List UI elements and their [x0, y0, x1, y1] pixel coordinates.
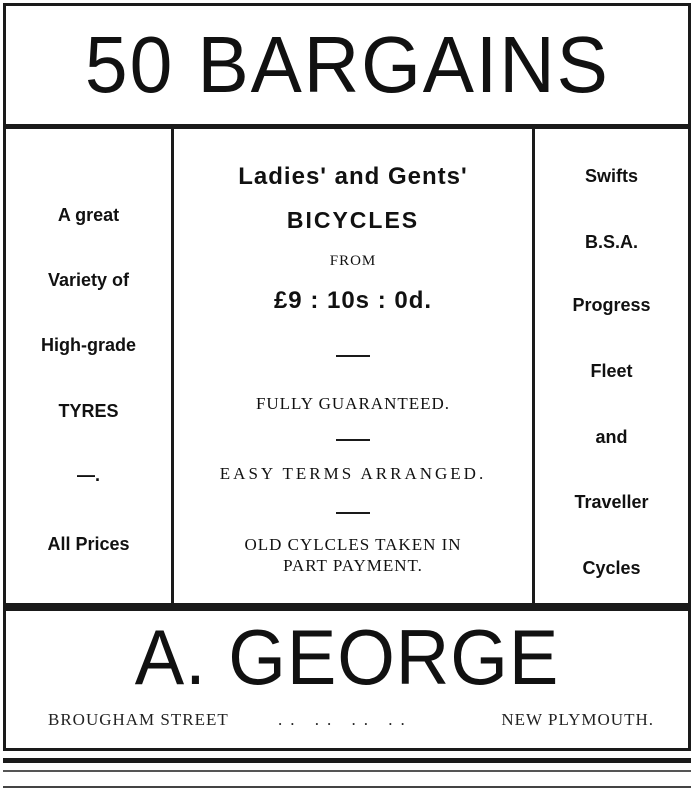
dash-divider	[336, 512, 370, 514]
merchant-name: A. GEORGE	[134, 613, 560, 701]
advertisement	[3, 3, 691, 751]
divider	[6, 603, 688, 611]
rule	[3, 770, 691, 772]
old-cycles-text-line2: PART PAYMENT.	[283, 556, 423, 575]
address-leader-dots: .. .. .. ..	[278, 710, 413, 729]
headline: 50 BARGAINS	[84, 20, 610, 109]
dash-divider	[336, 355, 370, 357]
left-column	[6, 129, 171, 603]
rule	[3, 758, 691, 763]
bicycles-heading: Ladies' and Gents'	[238, 163, 468, 190]
brand-item: B.S.A.	[584, 232, 638, 252]
bicycles-label: BICYCLES	[286, 207, 420, 233]
brand-item: Fleet	[590, 361, 633, 381]
rule	[3, 786, 691, 788]
terms-text: EASY TERMS ARRANGED.	[219, 464, 487, 483]
brand-item: Swifts	[584, 166, 638, 186]
old-cycles-text-line1: OLD CYLCLES TAKEN IN	[244, 535, 462, 554]
dash-divider	[336, 439, 370, 441]
brand-item: and	[595, 427, 628, 447]
address-town: NEW PLYMOUTH.	[501, 710, 654, 729]
header	[6, 6, 688, 124]
from-label: FROM	[329, 253, 377, 269]
left-item: High-grade	[40, 335, 136, 355]
left-item: All Prices	[47, 534, 130, 554]
left-item: A great	[57, 205, 120, 225]
brand-item: Progress	[572, 295, 651, 315]
brand-item: Traveller	[574, 492, 649, 512]
address-street: BROUGHAM STREET	[48, 710, 229, 729]
left-item: TYRES	[58, 401, 119, 421]
left-item: Variety of	[47, 270, 130, 290]
center-column	[174, 129, 532, 603]
brand-item: Cycles	[582, 558, 641, 578]
price: £9 : 10s : 0d.	[273, 287, 433, 314]
right-column	[535, 129, 688, 603]
left-item: —.	[76, 465, 100, 485]
guarantee-text: FULLY GUARANTEED.	[255, 394, 451, 413]
